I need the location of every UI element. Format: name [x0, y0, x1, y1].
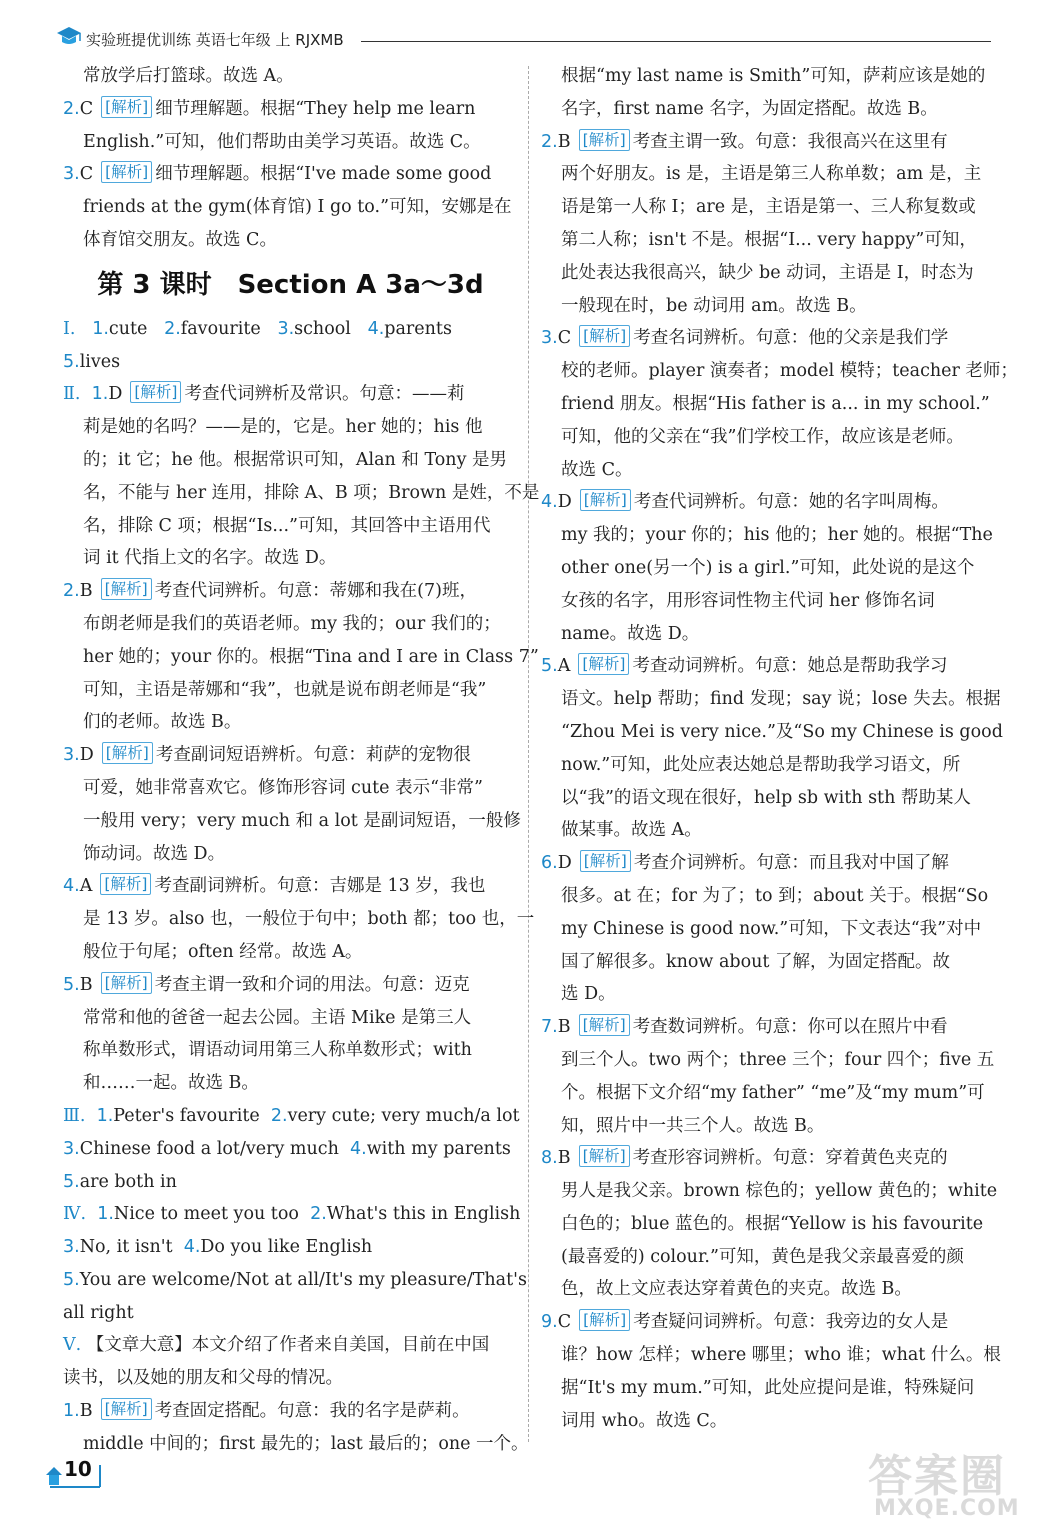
text-line: 体育馆交朋友。故选 C。	[83, 229, 277, 250]
text-line: 个。根据下文介绍“my father” “me”及“my mum”可	[561, 1082, 985, 1103]
text-line: name。故选 D。	[561, 623, 700, 644]
text-line: other one(另一个) is a girl.”可知，此处说的是这个	[561, 557, 975, 578]
text-line: 可知，他的父亲在“我”们学校工作，故应该是老师。	[561, 426, 964, 447]
watermark-url: MXQE.COM	[874, 1496, 1020, 1521]
text-line: middle 中间的；first 最先的；last 最后的；one 一个。	[83, 1433, 529, 1454]
text-line: 常放学后打篮球。故选 A。	[83, 66, 294, 86]
analysis-tag: [解析]	[130, 381, 181, 403]
text-line: 莉是她的名吗？——是的，它是。her 她的；his 他	[83, 417, 483, 438]
text-line: 以“我”的语文现在很好，help sb with sth 帮助某人	[561, 787, 971, 808]
text-line: 语是第一人称 I；are 是，主语是第一、三人称复数或	[561, 197, 976, 218]
text-line: 此处表达我很高兴，缺少 be 动词，主语是 I，时态为	[561, 262, 974, 283]
text-line: 做某事。故选 A。	[561, 820, 702, 841]
text-line: her 她的；your 你的。根据“Tina and I are in Class 7”	[83, 646, 539, 667]
text-line: 饰动词。故选 D。	[83, 843, 226, 864]
analysis-tag: [解析]	[102, 742, 153, 764]
answer-item: 9.C [解析] 考查疑问词辨析。句意：我旁边的女人是	[541, 1311, 949, 1333]
answer-item: 1.B [解析] 考查固定搭配。句意：我的名字是萨莉。	[63, 1400, 470, 1422]
answer-item: 4.D [解析] 考查代词辨析。句意：她的名字叫周梅。	[541, 491, 949, 513]
analysis-tag: [解析]	[579, 1014, 630, 1036]
answer-row: Ⅰ. 1.cute 2.favourite 3.school 4.parents	[63, 318, 452, 339]
answer-item: Ⅱ. 1.D [解析] 考查代词辨析及常识。句意：——莉	[63, 383, 465, 405]
text-line: my Chinese is good now.”可知，下文表达“我”对中	[561, 918, 982, 939]
answer-row: 3.Chinese food a lot/very much 4.with my parents	[63, 1138, 511, 1159]
text-line: 布朗老师是我们的英语老师。my 我的；our 我们的；	[83, 613, 501, 634]
analysis-tag: [解析]	[580, 489, 631, 511]
answer-item: 2.B [解析] 考查代词辨析。句意：蒂娜和我在(7)班，	[63, 580, 477, 602]
text-line: all right	[63, 1302, 134, 1323]
section-title: 第 3 课时 Section A 3a～3d	[97, 269, 484, 300]
column-divider	[528, 66, 529, 1442]
analysis-tag: [解析]	[578, 653, 629, 675]
text-line: English.”可知，他们帮助由美学习英语。故选 C。	[83, 131, 481, 152]
text-line: 谁？how 怎样；where 哪里；who 谁；what 什么。根	[561, 1345, 1001, 1366]
answer-item: 7.B [解析] 考查数词辨析。句意：你可以在照片中看	[541, 1016, 948, 1038]
text-line: my 我的；your 你的；his 他的；her 她的。根据“The	[561, 525, 993, 546]
text-line: 校的老师。player 演奏者；model 模特；teacher 老师；	[561, 361, 1018, 382]
answer-row: 5.You are welcome/Not at all/It's my pleasure/That's	[63, 1269, 527, 1290]
analysis-tag: [解析]	[579, 1145, 630, 1167]
analysis-tag: [解析]	[101, 972, 152, 994]
answer-item: 4.A [解析] 考查副词辨析。句意：吉娜是 13 岁，我也	[63, 875, 486, 897]
answer-row: 5.are both in	[63, 1171, 177, 1192]
text-line: 选 D。	[561, 984, 616, 1005]
watermark	[868, 1440, 1018, 1528]
text-line: 根据“my last name is Smith”可知，萨莉应该是她的	[561, 66, 986, 86]
text-line: 词 it 代指上文的名字。故选 D。	[83, 548, 337, 569]
analysis-tag: [解析]	[101, 161, 152, 183]
text-line: (最喜爱的) colour.”可知，黄色是我父亲最喜爱的颜	[561, 1246, 964, 1267]
text-line: 语文。help 帮助；find 发现；say 说；lose 失去。根据	[561, 689, 1001, 710]
analysis-tag: [解析]	[101, 578, 152, 600]
answer-item: 3.D [解析] 考查副词短语辨析。句意：莉萨的宠物很	[63, 744, 471, 766]
text-line: 般位于句尾；often 经常。故选 A。	[83, 941, 363, 962]
text-line: friend 朋友。根据“His father is a... in my school.”	[561, 393, 990, 414]
text-line: 词用 who。故选 C。	[561, 1410, 728, 1431]
answer-item: 3.C [解析] 考查名词辨析。句意：他的父亲是我们学	[541, 327, 949, 349]
text-line: 到三个人。two 两个；three 三个；four 四个；five 五	[561, 1049, 995, 1070]
answer-row: 3.No, it isn't 4.Do you like English	[63, 1237, 373, 1258]
answer-row: 5.lives	[63, 351, 121, 372]
header-title: 实验班提优训练 英语七年级 上 RJXMB	[86, 31, 344, 49]
page-header	[56, 24, 992, 50]
text-line: 故选 C。	[561, 459, 633, 480]
header-rule	[361, 41, 991, 42]
analysis-tag: [解析]	[580, 850, 631, 872]
text-line: 一般用 very；very much 和 a lot 是副词短语，一般修	[83, 810, 521, 831]
answer-row: Ⅳ. 1.Nice to meet you too 2.What's this in English	[63, 1204, 521, 1225]
answer-item: 3.C [解析] 细节理解题。根据“I've made some good	[63, 163, 492, 185]
text-line: 两个好朋友。is 是，主语是第三人称单数；am 是，主	[561, 164, 982, 185]
analysis-tag: [解析]	[579, 325, 630, 347]
analysis-tag: [解析]	[101, 96, 152, 118]
analysis-tag: [解析]	[579, 1309, 630, 1331]
analysis-tag: [解析]	[101, 1398, 152, 1420]
text-line: 色，故上文应表达穿着黄色的夹克。故选 B。	[561, 1279, 912, 1300]
answer-item: 6.D [解析] 考查介词辨析。句意：而且我对中国了解	[541, 852, 949, 874]
text-line: 是 13 岁。also 也，一般位于句中；both 都；too 也，一	[83, 909, 535, 930]
text-line: “Zhou Mei is very nice.”及“So my Chinese is good	[561, 721, 1003, 742]
text-line: 名，不能与 her 连用，排除 A、B 项；Brown 是姓，不是	[83, 482, 540, 503]
text-line: 名，排除 C 项；根据“Is...”可知，其回答中主语用代	[83, 515, 491, 536]
text-line: 白色的；blue 蓝色的。根据“Yellow is his favourite	[561, 1213, 984, 1234]
text-line: 女孩的名字，用形容词性物主代词 her 修饰名词	[561, 590, 935, 611]
right-column	[541, 60, 1018, 1437]
text-line: 们的老师。故选 B。	[83, 712, 242, 733]
text-line: 称单数形式，谓语动词用第三人称单数形式；with	[83, 1040, 472, 1061]
left-column	[63, 60, 540, 1461]
graduation-cap-icon	[56, 24, 82, 48]
text-line: 据“It's my mum.”可知，此处应提问是谁，特殊疑问	[561, 1377, 975, 1398]
page-number: 10	[46, 1455, 102, 1491]
watermark-logo: 答案圈	[868, 1451, 1006, 1502]
text-line: 常常和他的爸爸一起去公园。主语 Mike 是第三人	[83, 1007, 472, 1028]
text-line: 名字，first name 名字，为固定搭配。故选 B。	[561, 98, 938, 119]
text-line: 读书，以及她的朋友和父母的情况。	[63, 1368, 343, 1389]
text-line: 知，照片中一共三个人。故选 B。	[561, 1115, 825, 1136]
text-line: 可爱，她非常喜欢它。修饰形容词 cute 表示“非常”	[83, 777, 483, 798]
answer-item: 2.C [解析] 细节理解题。根据“They help me learn	[63, 97, 476, 119]
text-line: now.”可知，此处应表达她总是帮助我学习语文，所	[561, 754, 961, 775]
text-line: 国了解很多。know about 了解，为固定搭配。故	[561, 951, 950, 972]
answer-row: Ⅴ. 【文章大意】本文介绍了作者来自美国，目前在中国	[63, 1335, 490, 1356]
answer-item: 5.A [解析] 考查动词辨析。句意：她总是帮助我学习	[541, 655, 948, 677]
text-line: 的；it 它；he 他。根据常识可知，Alan 和 Tony 是男	[83, 449, 508, 470]
analysis-tag: [解析]	[100, 873, 151, 895]
text-line: 男人是我父亲。brown 棕色的；yellow 黄色的；white	[561, 1181, 998, 1202]
text-line: 可知，主语是蒂娜和“我”，也就是说布朗老师是“我”	[83, 679, 487, 700]
answer-item: 5.B [解析] 考查主谓一致和介词的用法。句意：迈克	[63, 973, 470, 995]
analysis-tag: [解析]	[579, 129, 630, 151]
text-line: friends at the gym(体育馆) I go to.”可知，安娜是在	[83, 197, 512, 218]
text-line: 很多。at 在；for 为了；to 到；about 关于。根据“So	[561, 885, 989, 906]
text-line: 第二人称；isn't 不是。根据“I... very happy”可知，	[561, 229, 977, 250]
text-line: 和……一起。故选 B。	[83, 1073, 259, 1094]
text-line: 一般现在时，be 动词用 am。故选 B。	[561, 295, 867, 316]
answer-item: 8.B [解析] 考查形容词辨析。句意：穿着黄色夹克的	[541, 1147, 948, 1169]
answer-row: Ⅲ. 1.Peter's favourite 2.very cute; very much/a lot	[63, 1105, 520, 1126]
answer-item: 2.B [解析] 考查主谓一致。句意：我很高兴在这里有	[541, 130, 948, 152]
